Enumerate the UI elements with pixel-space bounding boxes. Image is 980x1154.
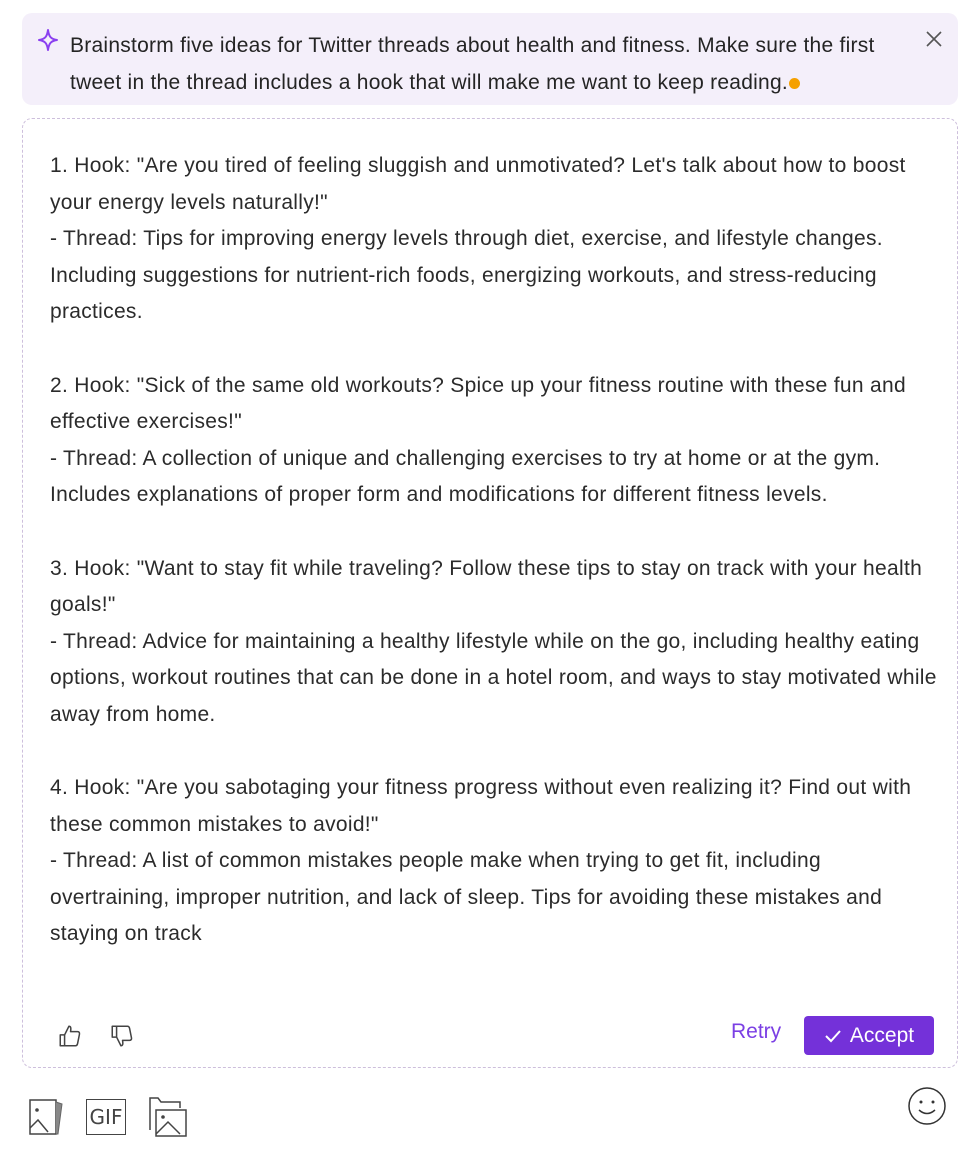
thumbs-up-icon[interactable]	[57, 1023, 83, 1049]
retry-button[interactable]: Retry	[731, 1020, 782, 1043]
prompt-bar	[22, 13, 958, 105]
item-thread: - Thread: A collection of unique and challenging exercises to try at home or at the gym. Includes explanations of proper form and modifications for different fitness levels.	[50, 446, 881, 507]
sparkle-icon	[36, 28, 60, 52]
list-item	[50, 148, 940, 331]
item-hook: 1. Hook: "Are you tired of feeling sluggish and unmotivated? Let's talk about how to boost your energy levels naturally!"	[50, 154, 906, 214]
cursor-marker	[789, 78, 800, 89]
thumbs-down-icon[interactable]	[109, 1023, 135, 1049]
item-hook: 4. Hook: "Are you sabotaging your fitness progress without even realizing it? Find out with these common mistakes to avoid!"	[50, 776, 912, 836]
item-thread: - Thread: A list of common mistakes people make when trying to get fit, including overtraining, improper nutrition, and lack of sleep. Tips for avoiding these mistakes and staying on track	[50, 849, 883, 946]
accept-label: Accept	[849, 1023, 915, 1047]
list-item	[50, 551, 940, 734]
folder-image-icon[interactable]	[146, 1096, 188, 1138]
image-icon[interactable]	[26, 1096, 68, 1138]
response-content	[50, 148, 940, 990]
prompt-text: Brainstorm five ideas for Twitter threads about health and fitness. Make sure the first tweet in the thread includes a hook that will make me want to keep reading.	[70, 34, 875, 94]
close-icon[interactable]	[922, 27, 946, 51]
item-hook: 2. Hook: "Sick of the same old workouts? Spice up your fitness routine with these fun and effective exercises!"	[50, 373, 906, 434]
gif-button[interactable]	[86, 1099, 126, 1135]
accept-button[interactable]	[804, 1016, 934, 1055]
check-icon	[824, 1027, 842, 1045]
gif-label: GIF	[89, 1105, 123, 1129]
response-card	[22, 118, 958, 1068]
list-item	[50, 770, 940, 953]
item-hook: 3. Hook: "Want to stay fit while traveling? Follow these tips to stay on track with your health goals!"	[50, 556, 923, 617]
list-item	[50, 368, 940, 514]
item-thread: - Thread: Tips for improving energy levels through diet, exercise, and lifestyle changes. Including suggestions for nutrient-rich foods, energizing workouts, and stress-reducing practices.	[50, 227, 883, 324]
item-thread: - Thread: Advice for maintaining a healthy lifestyle while on the go, including healthy eating options, workout routines that can be done in a hotel room, and ways to stay motivated while away from home.	[50, 629, 937, 726]
emoji-icon[interactable]	[906, 1085, 948, 1127]
